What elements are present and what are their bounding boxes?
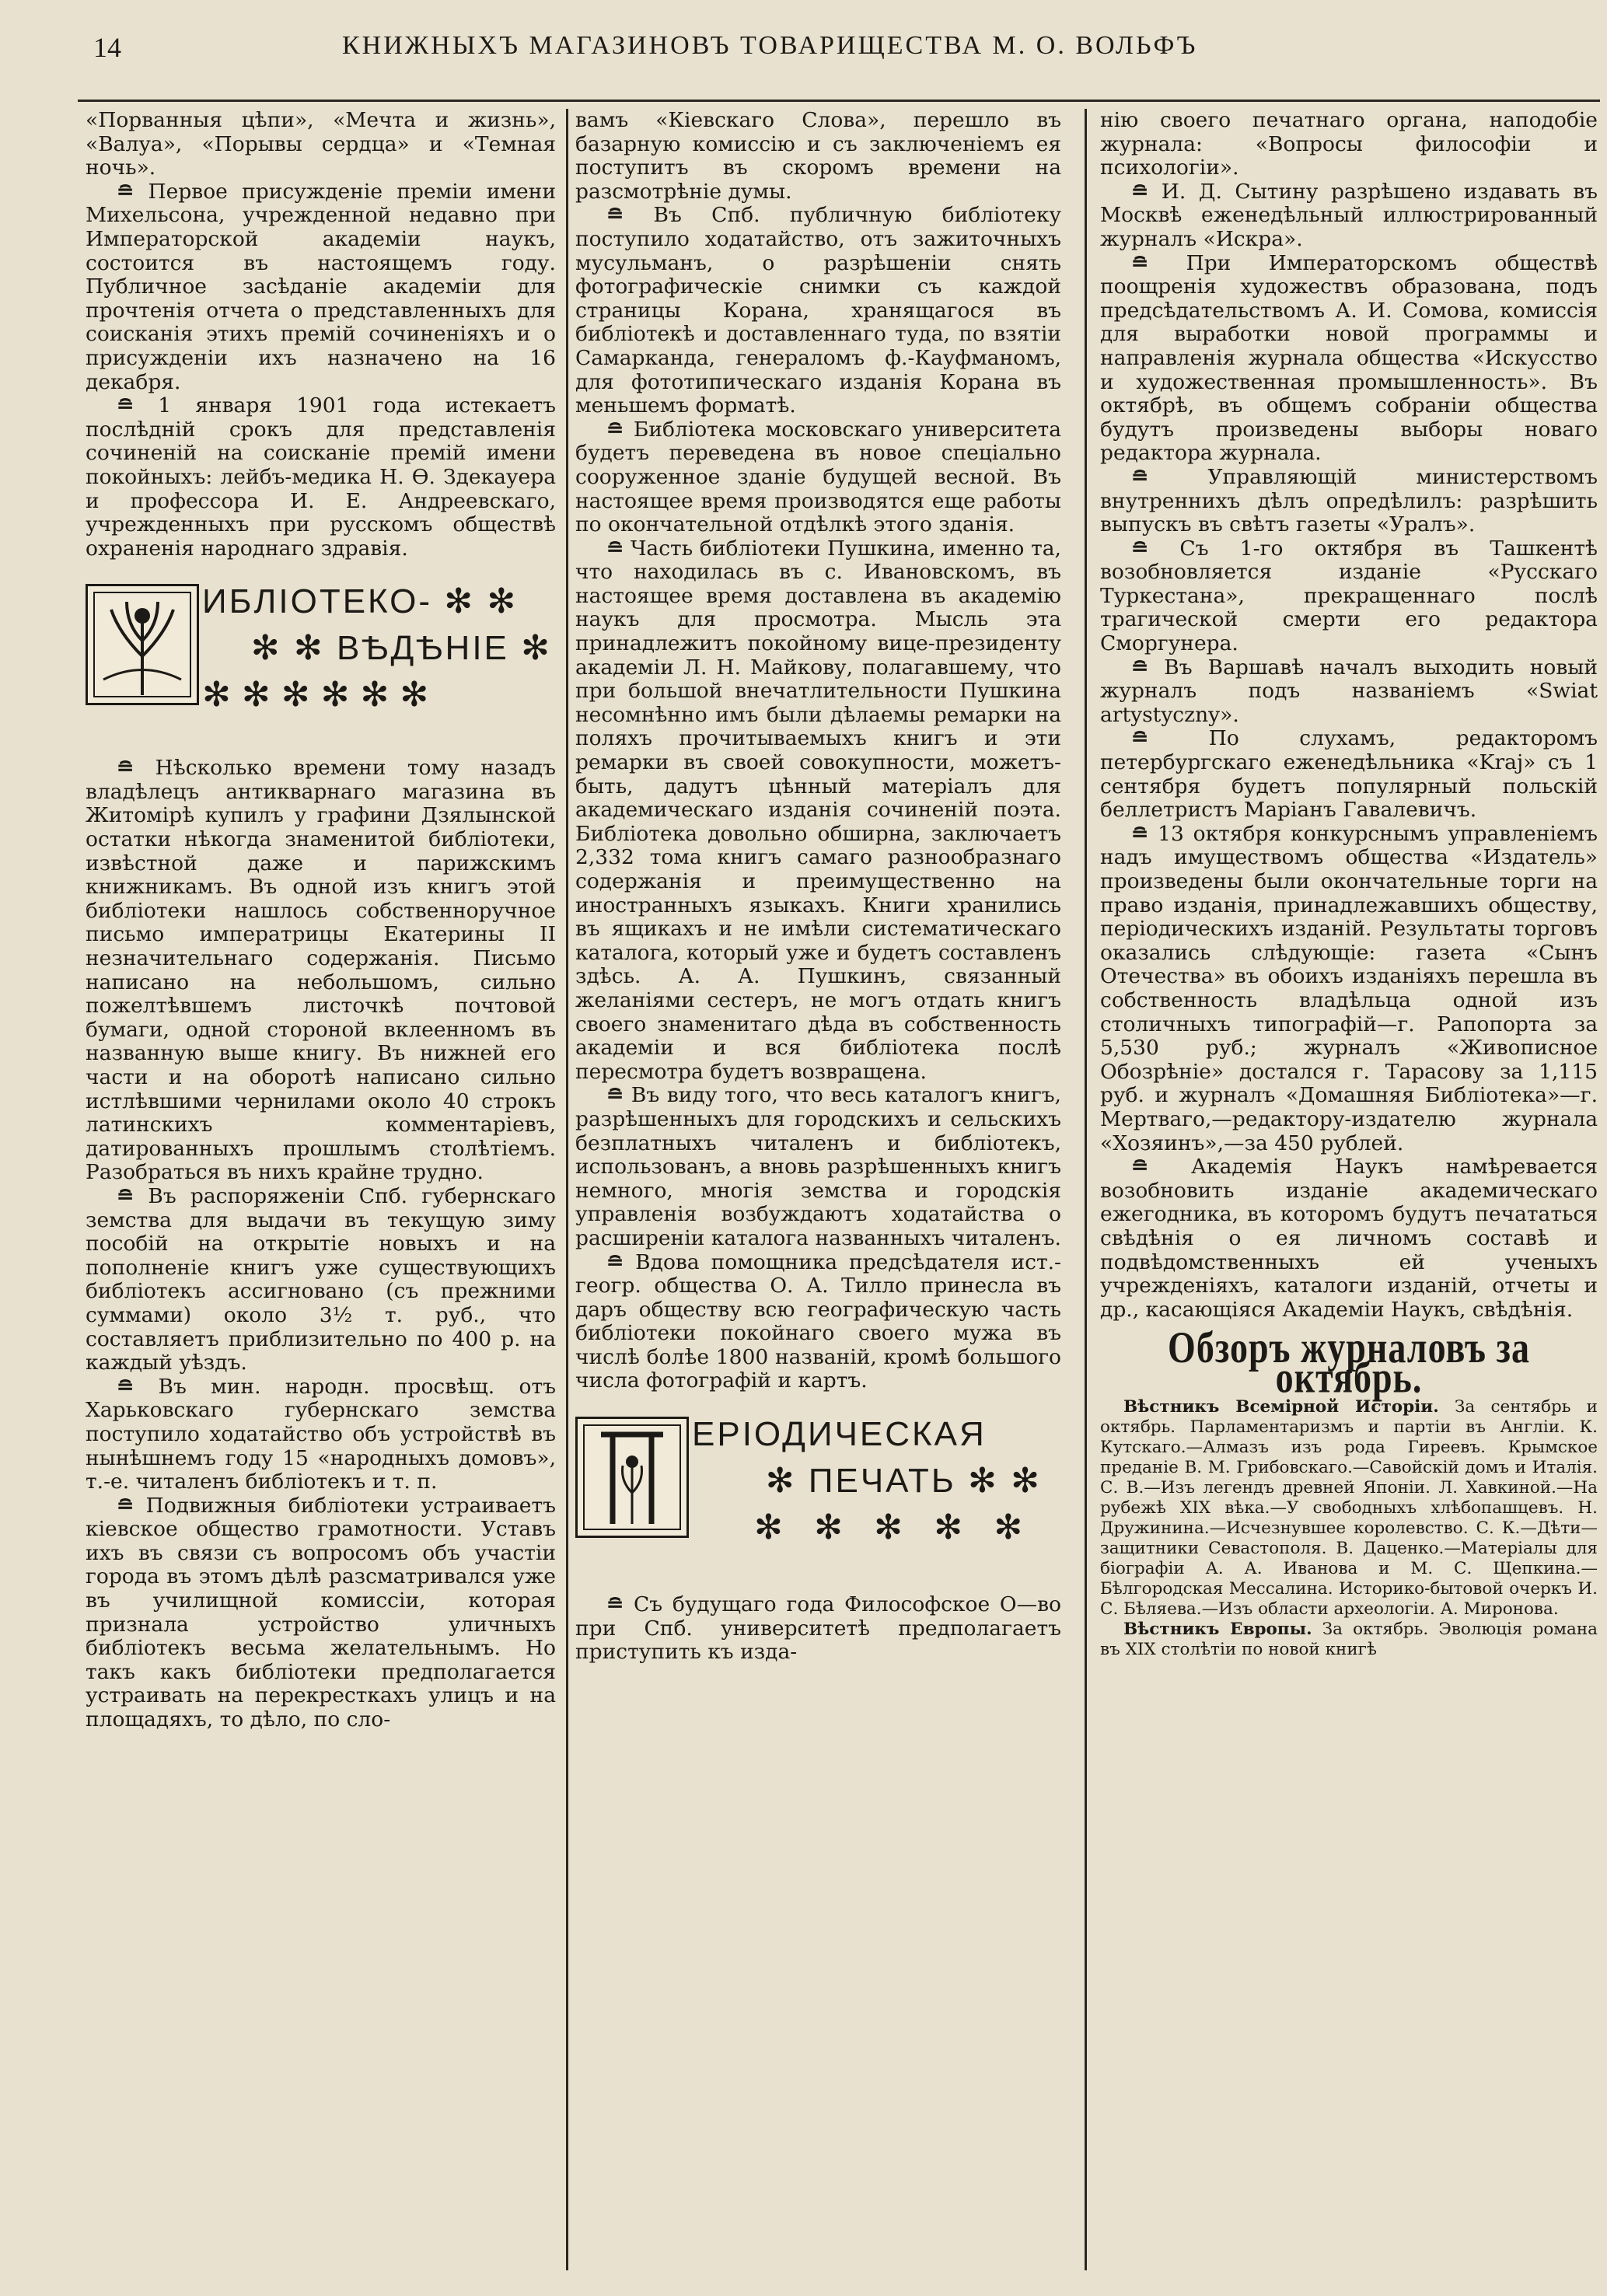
journal-name: Вѣстникъ Всемірной Исторіи. xyxy=(1123,1397,1439,1417)
heading-line: ✻ ПЕЧАТЬ ✻ ✻ xyxy=(765,1462,1042,1501)
paragraph: вамъ «Кіевскаго Слова», перешло въ базарную комиссію и съ заключеніемъ ея поступитъ въ скоромъ времени на разсмотрѣніе думы. xyxy=(575,109,1061,204)
paragraph: нію своего печатнаго органа, наподобіе журнала: «Вопросы философіи и психологіи». xyxy=(1100,109,1598,180)
news-item: ≘ Академія Наукъ намѣревается возобновить изданіе академическаго ежегодника, въ которомъ будутъ печататься свѣдѣнія о ея личномъ составѣ и подвѣдомственныхъ ей ученыхъ учрежденіяхъ, каталоги изданій, отчеты и др., касающіяся Академіи Наукъ, свѣдѣнія. xyxy=(1100,1155,1598,1322)
news-item: ≘ Часть библіотеки Пушкина, именно та, что находилась въ с. Ивановскомъ, въ настоящее время доставлена въ академію наукъ для просмотра. Мысль эта принадлежитъ покойному вице-президенту академіи Л. Н. Майкову, полагавшему, что при большой внечатлительности Пушкина несомнѣнно имъ были дѣлаемы ремарки на поляхъ прочитываемыхъ книгъ и эти ремарки въ своей совокупности, можетъ-быть, дадутъ цѣнный матеріалъ для академическаго изданія сочиненій поэта. Библіотека довольно обширна, заключаетъ 2,332 тома книгъ самаго разнообразнаго содержанія и преимущественно на иностранныхъ языкахъ. Книги хранились въ ящикахъ и не имѣли систематическаго каталога, который уже и будетъ составленъ здѣсь. А. А. Пушкинъ, связанный желаніями сестеръ, не могъ отдать книгъ своего знаменитаго дѣда въ собственность академіи и вся библіотека послѣ пересмотра будетъ возвращена. xyxy=(575,536,1061,1084)
news-item: ≘ Управляющій министерствомъ внутреннихъ дѣлъ опредѣлилъ: разрѣшить выпускъ въ свѣтъ газеты «Уралъ». xyxy=(1100,464,1598,537)
journal-name: Вѣстникъ Европы. xyxy=(1123,1620,1312,1640)
section-mark: ≘ xyxy=(1131,250,1149,275)
section-mark: ≘ xyxy=(606,417,624,442)
section-mark: ≘ xyxy=(606,1592,624,1617)
section-mark: ≘ xyxy=(117,393,134,418)
column-1 xyxy=(86,109,556,2270)
ornamental-initial-p xyxy=(575,1417,689,1538)
section-mark: ≘ xyxy=(606,1083,624,1108)
news-item: ≘ 1 января 1901 года истекаетъ послѣдній срокъ для представленія сочиненій на соисканіе премій имени покойныхъ: лейбъ-медика Н. Ѳ. Здекауера и профессора И. Е. Андреевскаго, учрежденныхъ при русскомъ обществѣ охраненія народнаго здравія. xyxy=(86,393,556,561)
section-mark: ≘ xyxy=(606,1249,624,1274)
news-item: ≘ Въ виду того, что весь каталогъ книгъ, разрѣшенныхъ для городскихъ и сельскихъ безплатныхъ читаленъ и библіотекъ, использованъ, а вновь разрѣшенныхъ книгъ немного, многія земства и городскія управленія возбуждаютъ ходатайства о расширеніи каталога названныхъ читаленъ. xyxy=(575,1083,1061,1250)
news-item: ≘ Въ распоряженіи Спб. губернскаго земства для выдачи въ текущую зиму пособій на открытіе новыхъ и на пополненіе книгъ уже существующихъ библіотекъ ассигновано (съ прежними суммами) около 3½ т. руб., что составляетъ приблизительно по 400 р. на каждый уѣздъ. xyxy=(86,1183,556,1375)
section-mark: ≘ xyxy=(117,1493,134,1518)
section-mark: ≘ xyxy=(117,179,134,204)
section-mark: ≘ xyxy=(1131,536,1149,561)
news-item: ≘ Съ будущаго года Философское О—во при Спб. университетѣ предполагаетъ приступить къ изда- xyxy=(575,1592,1061,1665)
journal-review-title: Обзоръ журналовъ за октябрь. xyxy=(1168,1322,1530,1402)
heading-line: ✻ ✻ ✻ ✻ ✻ xyxy=(754,1508,1034,1547)
news-item: ≘ Нѣсколько времени тому назадъ владѣлецъ антикварнаго магазина въ Житомірѣ купилъ у графини Дзялынской остатки нѣкогда знаменитой библіотеки, извѣстной даже и парижскимъ книжникамъ. Въ одной изъ книгъ этой библіотеки нашлось собственноручное письмо императрицы Екатерины II незначительнаго содержанія. Письмо написано на небольшомъ, сильно пожелтѣвшемъ листочкѣ почтовой бумаги, одной стороной вклеенномъ въ названную выше книгу. Въ нижней его части и на оборотѣ написано сильно истлѣвшими чернилами около 40 строкъ латинскихъ комментаріевъ, датированныхъ прошлымъ столѣтіемъ. Разобраться въ нихъ крайне трудно. xyxy=(86,756,556,1185)
heading-line: ✻✻✻✻✻✻ xyxy=(202,676,440,715)
news-item: ≘ Библіотека московскаго университета будетъ переведена въ новое спеціально сооруженное зданіе будущей весной. Въ настоящее время производятся еще работы по окончательной отдѣлкѣ этого зданія. xyxy=(575,417,1061,537)
news-item: ≘ Въ Спб. публичную библіотеку поступило ходатайство, отъ зажиточныхъ мусульманъ, о разрѣшеніи снять фотографическіе снимки съ каждой страницы Корана, хранящагося въ библіотекѣ и доставленнаго туда, по взятіи Самарканда, генераломъ ф.-Кауфманомъ, для фототипическаго изданія Корана въ меньшемъ форматѣ. xyxy=(575,203,1061,418)
section-mark: ≘ xyxy=(1131,821,1149,846)
section-heading-library-science xyxy=(86,584,556,747)
news-item: ≘ Подвижныя библіотеки устраиваетъ кіевское общество грамотности. Уставъ ихъ въ связи съ вопросомъ объ участіи города въ этомъ дѣлѣ разсматривался уже въ училищной комиссіи, которая признала устройство уличныхъ библіотекъ весьма желательнымъ. Но такъ какъ библіотеки предполагается устраивать на перекресткахъ улицъ и на площадяхъ, то дѣло, по сло- xyxy=(86,1493,556,1732)
header-rule xyxy=(78,100,1600,102)
news-item: ≘ 13 октября конкурснымъ управленіемъ надъ имуществомъ общества «Издатель» произведены были окончательные торги на право изданія, принадлежавшихъ обществу, періодическихъ изданій. Результаты торговъ оказались слѣдующіе: газета «Сынъ Отечества» въ обоихъ изданіяхъ перешла въ собственность владѣльца одной изъ столичныхъ типографій—г. Рапопорта за 5,530 руб.; журналъ «Живописное Обозрѣніе» достался г. Тарасову за 1,115 руб. и журналъ «Домашняя Библіотека»—г. Мертваго,—редактору-издателю журнала «Хозяинъ»,—за 450 рублей. xyxy=(1100,821,1598,1155)
heading-line: ИБЛІОТЕКО- ✻ ✻ xyxy=(202,582,519,621)
section-mark: ≘ xyxy=(1131,1155,1149,1179)
paragraph: «Порванныя цѣпи», «Мечта и жизнь», «Валуа», «Порывы сердца» и «Темная ночь». xyxy=(86,109,556,180)
news-item: ≘ Вдова помощника предсѣдателя ист.-геогр. общества О. А. Тилло принесла въ даръ обществу всю географическую часть библіотеки покойнаго своего мужа въ числѣ болѣе 1800 названій, кромѣ большого числа фотографій и картъ. xyxy=(575,1249,1061,1393)
section-mark: ≘ xyxy=(1131,179,1149,204)
news-item: ≘ По слухамъ, редакторомъ петербургскаго еженедѣльника «Kraj» съ 1 сентября будетъ популярный польскій беллетристъ Маріанъ Гавалевичъ. xyxy=(1100,726,1598,823)
ornamental-initial-b xyxy=(86,584,199,705)
section-mark: ≘ xyxy=(1131,655,1149,680)
running-title: КНИЖНЫХЪ МАГАЗИНОВЪ ТОВАРИЩЕСТВА М. О. ВОЛЬФЪ xyxy=(342,31,1198,60)
news-item: ≘ Въ мин. народн. просвѣщ. отъ Харьковскаго губернскаго земства поступило ходатайство объ устройствѣ въ нынѣшнемъ году 15 «народныхъ домовъ», т.-е. читаленъ библіотекъ и т. п. xyxy=(86,1374,556,1494)
column-3 xyxy=(1100,109,1598,2270)
section-mark: ≘ xyxy=(117,1374,134,1399)
section-heading-periodical-press xyxy=(575,1417,1061,1584)
news-item: ≘ Съ 1-го октября въ Ташкентѣ возобновляется изданіе «Русскаго Туркестана», прекращеннаго послѣ трагической смерти его редактора Сморгунера. xyxy=(1100,536,1598,656)
news-item: ≘ При Императорскомъ обществѣ поощренія художествъ образована, подъ предсѣдательствомъ А. И. Сомова, комиссія для выработки новой программы и направленія журнала общества «Искусство и художественная промышленность». Въ октябрѣ, въ общемъ собраніи общества будутъ произведены выборы новаго редактора журнала. xyxy=(1100,250,1598,466)
heading-line: ЕРІОДИЧЕСКАЯ xyxy=(692,1415,987,1454)
page-header xyxy=(86,31,1586,70)
column-divider-2 xyxy=(1085,109,1087,2270)
journal-review-list xyxy=(1100,1397,1598,1660)
section-mark: ≘ xyxy=(606,536,624,561)
journal-review-entry: Вѣстникъ Всемірной Исторіи. За сентябрь и октябрь. Парламентаризмъ и партіи въ Англіи. К. Кутскаго.—Алмазъ изъ рода Гиреевъ. Крымское преданіе В. М. Грибовскаго.—Савойскій домъ и Италія. С. В.—Изъ легендъ древней Японіи. Л. Хавкиной.—На рубежѣ XIX вѣка.—У свободныхъ хлѣбопашцевъ. Н. Дружинина.—Исчезнувшее королевство. С. К.—Дѣти—защитники Севастополя. В. Даценко.—Матеріалы для біографіи А. А. Иванова и М. С. Щепкина.—Бѣлгородская Мессалина. Историко-бытовой очеркъ И. С. Бѣляева.—Изъ области археологіи. А. Миронова. xyxy=(1100,1397,1598,1620)
section-mark: ≘ xyxy=(606,203,624,228)
section-mark: ≘ xyxy=(117,1183,134,1208)
news-item: ≘ И. Д. Сытину разрѣшено издавать въ Москвѣ еженедѣльный иллюстрированный журналъ «Искра». xyxy=(1100,179,1598,251)
section-mark: ≘ xyxy=(1131,726,1149,751)
section-mark: ≘ xyxy=(1131,464,1149,489)
section-mark: ≘ xyxy=(117,756,134,781)
column-2 xyxy=(575,109,1061,2270)
heading-line: ✻ ✻ ВѢДѢНІЕ ✻ xyxy=(250,629,552,668)
journal-review-entry: Вѣстникъ Европы. За октябрь. Эволюція романа въ XIX столѣтіи по новой книгѣ xyxy=(1100,1620,1598,1660)
column-divider-1 xyxy=(566,109,568,2270)
page-number: 14 xyxy=(93,32,121,63)
news-item: ≘ Первое присужденіе преміи имени Михельсона, учрежденной недавно при Императорской академіи наукъ, состоится въ настоящемъ году. Публичное засѣданіе академіи для прочтенія отчета о представленныхъ для соисканія этихъ премій сочиненіяхъ и о присужденіи ихъ назначено на 16 декабря. xyxy=(86,179,556,394)
news-item: ≘ Въ Варшавѣ началъ выходить новый журналъ подъ названіемъ «Swiat artystyczny». xyxy=(1100,655,1598,727)
